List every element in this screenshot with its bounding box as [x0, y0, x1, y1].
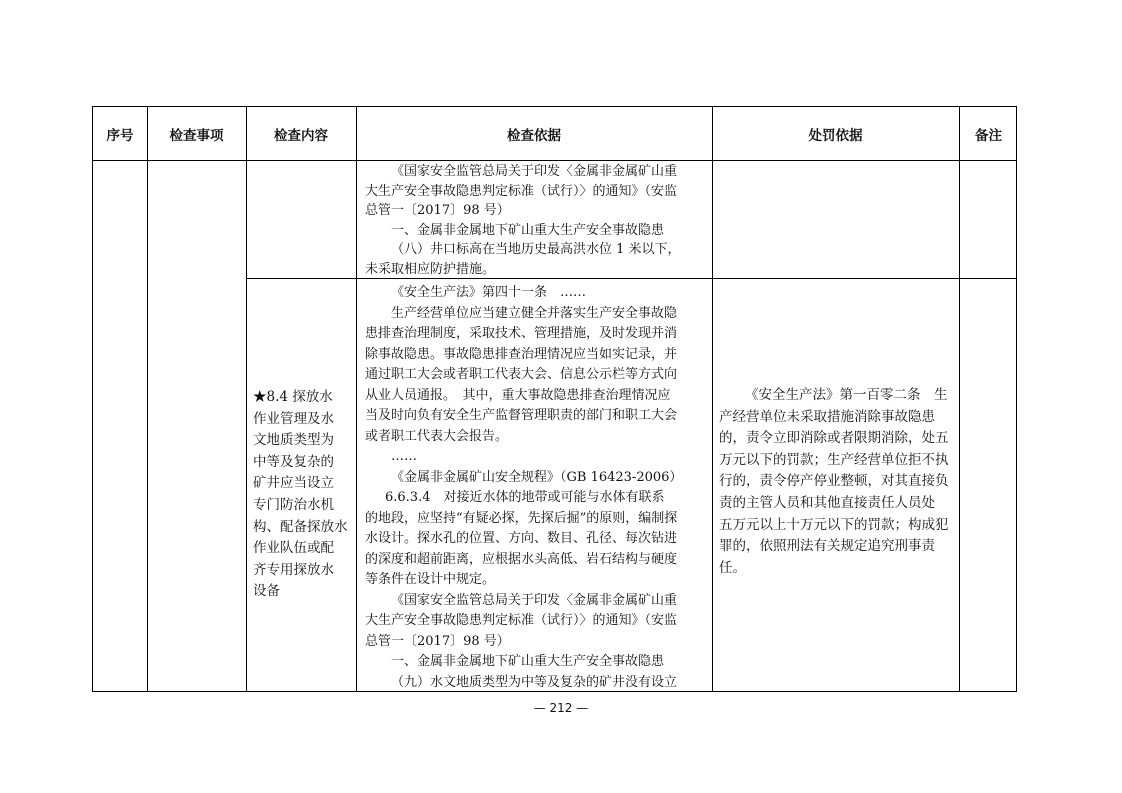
content-line: 矿井应当设立	[253, 475, 334, 492]
column-divider	[959, 107, 960, 691]
page-number: — 212 —	[533, 701, 589, 715]
basis-line: 当及时向负有安全生产监督管理职责的部门和职工大会	[365, 408, 678, 423]
basis-line: 水设计。探水孔的位置、方向、数目、孔径、每次钻进	[365, 531, 678, 546]
penalty-line: 《安全生产法》第一百零二条 生	[745, 387, 948, 403]
basis-line: 一、金属非金属地下矿山重大生产安全事故隐患	[391, 222, 665, 238]
inspection-table	[92, 106, 1017, 692]
penalty-line: 罪的，依照刑法有关规定追究刑事责	[719, 538, 935, 555]
basis-line: 患排查治理制度，采取技术、管理措施，及时发现并消	[365, 326, 678, 341]
basis-line: 总管一〔2017〕98 号）	[365, 633, 510, 649]
basis-line: 一、金属非金属地下矿山重大生产安全事故隐患	[391, 654, 665, 669]
penalty-line: 任。	[719, 559, 746, 576]
header-basis: 检查依据	[507, 127, 561, 144]
penalty-line: 万元以下的罚款；生产经营单位拒不执	[719, 451, 949, 468]
penalty-line: 五万元以上十万元以下的罚款；构成犯	[719, 516, 949, 533]
basis-line: 《国家安全监管总局关于印发〈金属非金属矿山重	[391, 592, 678, 608]
header-content: 检查内容	[274, 127, 328, 144]
column-divider	[246, 107, 247, 691]
basis-line: 总管一〔2017〕98 号）	[365, 203, 510, 218]
header-penalty: 处罚依据	[808, 127, 863, 144]
content-line: 设备	[253, 583, 280, 600]
column-divider	[356, 107, 357, 691]
basis-line: 《国家安全监管总局关于印发〈金属非金属矿山重	[391, 164, 678, 179]
basis-line: 的地段，应坚持“有疑必探，先探后掘”的原则，编制探	[365, 510, 678, 526]
header-remark: 备注	[975, 127, 1002, 144]
basis-line: 或者职工代表大会报告。	[365, 428, 509, 444]
header-item: 检查事项	[169, 127, 224, 144]
penalty-line: 的，责令立即消除或者限期消除，处五	[719, 430, 949, 447]
row2-basis-cell	[365, 283, 682, 693]
row2-penalty-cell	[719, 385, 949, 579]
content-line: 专门防治水机	[253, 496, 334, 513]
basis-line: 的深度和超前距离，应根据水头高低、岩石结构与硬度	[365, 551, 678, 567]
basis-line: 《金属非金属矿山安全规程》（GB 16423-2006）	[391, 469, 683, 485]
basis-line: 大生产安全事故隐患判定标准（试行）〉的通知》（安监	[365, 183, 678, 199]
header-divider	[93, 160, 1016, 161]
content-line: 作业队伍或配	[253, 540, 334, 557]
content-line: 作业管理及水	[253, 410, 334, 427]
basis-line: 生产经营单位应当建立健全并落实生产安全事故隐	[391, 305, 678, 321]
basis-line: 未采取相应防护措施。	[365, 261, 496, 277]
content-line: 构、配备探放水	[253, 518, 348, 535]
basis-line: 《安全生产法》第四十一条 ……	[391, 285, 587, 300]
content-line: 中等及复杂的	[253, 453, 334, 470]
basis-line: 除事故隐患。事故隐患排查治理情况应当如实记录，并	[365, 346, 678, 362]
row2-content-cell	[253, 387, 348, 603]
penalty-line: 行的，责令停产停业整顿，对其直接负	[719, 473, 949, 490]
basis-line: （八）井口标高在当地历史最高洪水位 1 米以下，	[391, 242, 681, 257]
penalty-line: 责的主管人员和其他直接责任人员处	[719, 494, 935, 511]
content-line: 文地质类型为	[253, 432, 334, 449]
basis-line: （九）水文地质类型为中等及复杂的矿井没有设立	[391, 674, 678, 690]
column-divider	[147, 107, 148, 691]
row1-basis-cell	[365, 162, 681, 279]
basis-line: ……	[391, 449, 417, 464]
basis-line: 通过职工大会或者职工代表大会、信息公示栏等方式向	[365, 367, 678, 382]
basis-line: 大生产安全事故隐患判定标准（试行）〉的通知》（安监	[365, 613, 678, 628]
content-line: 齐专用探放水	[253, 561, 334, 578]
content-line: ★8.4 探放水	[253, 389, 333, 405]
basis-line: 6.6.3.4 对接近水体的地带或可能与水体有联系	[385, 490, 665, 505]
penalty-line: 产经营单位未采取措施消除事故隐患	[719, 408, 935, 425]
column-divider	[712, 107, 713, 691]
basis-line: 从业人员通报。 其中，重大事故隐患排查治理情况应	[365, 387, 671, 403]
basis-line: 等条件在设计中规定。	[365, 572, 496, 587]
header-seq: 序号	[106, 127, 134, 144]
